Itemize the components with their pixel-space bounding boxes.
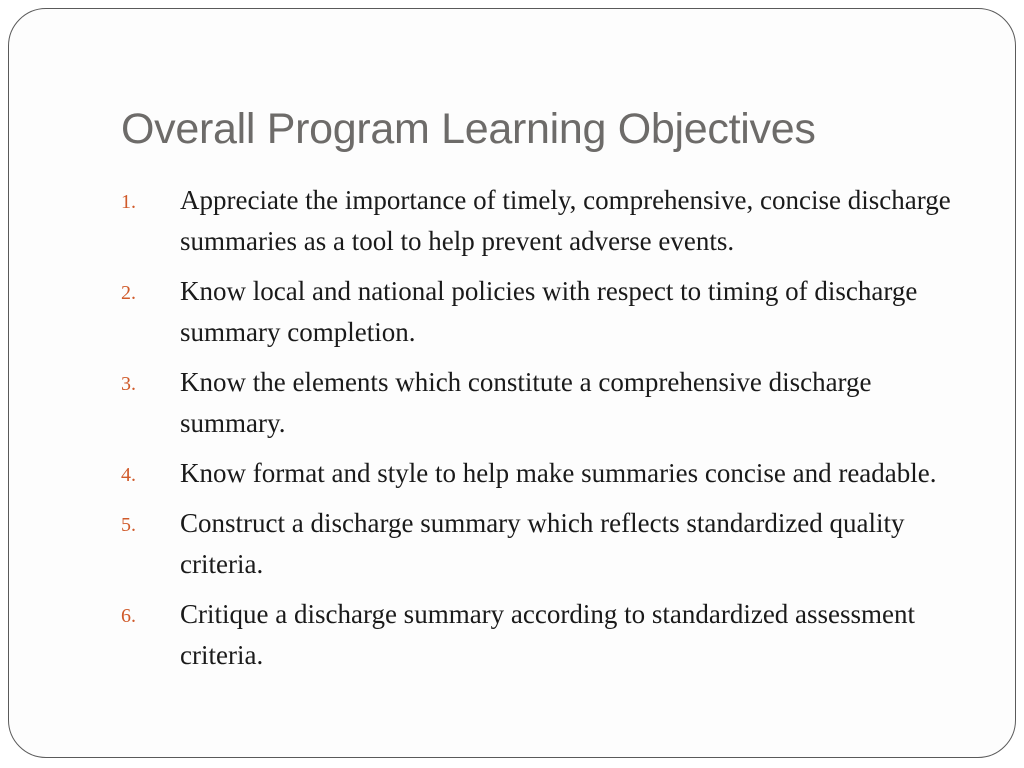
list-number: 2.: [121, 282, 136, 304]
list-item-text: Critique a discharge summary according to standardized assessment criteria.: [180, 599, 916, 670]
list-item-text: Appreciate the importance of timely, comprehensive, concise discharge summaries as a tool to help prevent adverse events.: [180, 185, 951, 256]
list-number: 4.: [121, 464, 136, 486]
list-item: [121, 594, 981, 676]
list-item: [121, 180, 981, 262]
slide-frame: [8, 8, 1016, 758]
list-number: 1.: [121, 191, 136, 213]
slide-title: Overall Program Learning Objectives: [121, 105, 816, 153]
list-number: 5.: [121, 514, 136, 536]
list-item: [121, 453, 981, 494]
list-item-text: Construct a discharge summary which reflects standardized quality criteria.: [180, 508, 905, 579]
list-number: 3.: [121, 373, 136, 395]
list-number: 6.: [121, 605, 136, 627]
objectives-list: [121, 180, 981, 685]
list-item-text: Know the elements which constitute a comprehensive discharge summary.: [180, 367, 872, 438]
list-item-text: Know local and national policies with respect to timing of discharge summary completion.: [180, 276, 918, 347]
list-item-text: Know format and style to help make summaries concise and readable.: [180, 458, 937, 488]
list-item: [121, 362, 981, 444]
list-item: [121, 503, 981, 585]
list-item: [121, 271, 981, 353]
